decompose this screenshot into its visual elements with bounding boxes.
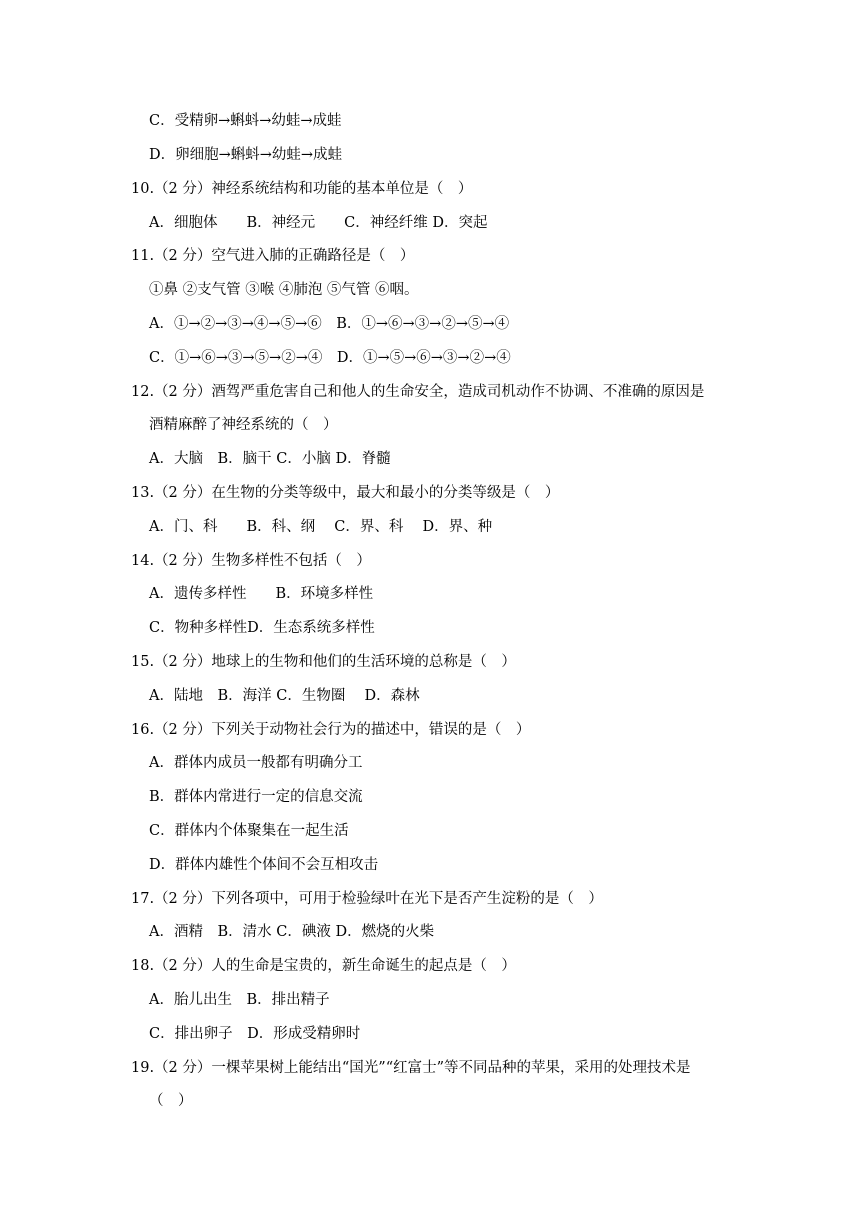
q12-options: A．大脑 B．脑干 C．小脑 D．脊髓 <box>149 451 391 467</box>
question-19: 19.（2 分）一棵苹果树上能结出“国光”“红富士”等不同品种的苹果，采用的处理技术是 <box>131 1060 691 1076</box>
q13-options: A．门、科 B．科、纲 C．界、科 D．界、种 <box>149 519 493 535</box>
q14-options-ab: A．遗传多样性 B．环境多样性 <box>149 586 374 602</box>
q16-option-a: A．群体内成员一般都有明确分工 <box>149 755 363 771</box>
q11-options-cd: C．①→⑥→③→⑤→②→④ D．①→⑤→⑥→③→②→④ <box>149 350 511 366</box>
q16-option-b: B．群体内常进行一定的信息交流 <box>149 789 363 805</box>
question-17: 17.（2 分）下列各项中，可用于检验绿叶在光下是否产生淀粉的是（ ） <box>131 891 603 907</box>
q9-option-d: D．卵细胞→蝌蚪→幼蛙→成蛙 <box>149 147 343 163</box>
q14-options-cd: C．物种多样性D．生态系统多样性 <box>149 620 375 636</box>
q9-option-c: C．受精卵→蝌蚪→幼蛙→成蛙 <box>149 113 342 129</box>
q16-option-d: D．群体内雄性个体间不会互相攻击 <box>149 857 379 873</box>
q17-options: A．酒精 B．清水 C．碘液 D．燃烧的火柴 <box>149 924 435 940</box>
q18-options-cd: C．排出卵子 D．形成受精卵时 <box>149 1026 361 1042</box>
question-15: 15.（2 分）地球上的生物和他们的生活环境的总称是（ ） <box>131 654 516 670</box>
q18-options-ab: A．胎儿出生 B．排出精子 <box>149 992 330 1008</box>
q11-items: ①鼻 ②支气管 ③喉 ④肺泡 ⑤气管 ⑥咽。 <box>149 282 419 298</box>
q15-options: A．陆地 B．海洋 C．生物圈 D．森林 <box>149 688 420 704</box>
question-11: 11.（2 分）空气进入肺的正确路径是（ ） <box>131 248 415 264</box>
question-12-cont: 酒精麻醉了神经系统的（ ） <box>149 417 338 433</box>
question-12: 12.（2 分）酒驾严重危害自己和他人的生命安全，造成司机动作不协调、不准确的原因是 <box>131 384 705 400</box>
question-13: 13.（2 分）在生物的分类等级中，最大和最小的分类等级是（ ） <box>131 485 560 501</box>
question-14: 14.（2 分）生物多样性不包括（ ） <box>131 553 371 569</box>
question-10: 10.（2 分）神经系统结构和功能的基本单位是（ ） <box>131 181 473 197</box>
question-18: 18.（2 分）人的生命是宝贵的，新生命诞生的起点是（ ） <box>131 958 516 974</box>
q10-options: A．细胞体 B．神经元 C．神经纤维 D．突起 <box>149 215 488 231</box>
question-16: 16.（2 分）下列关于动物社会行为的描述中，错误的是（ ） <box>131 722 531 738</box>
q16-option-c: C．群体内个体聚集在一起生活 <box>149 823 349 839</box>
q11-options-ab: A．①→②→③→④→⑤→⑥ B．①→⑥→③→②→⑤→④ <box>149 316 510 332</box>
question-19-cont: （ ） <box>149 1093 193 1109</box>
